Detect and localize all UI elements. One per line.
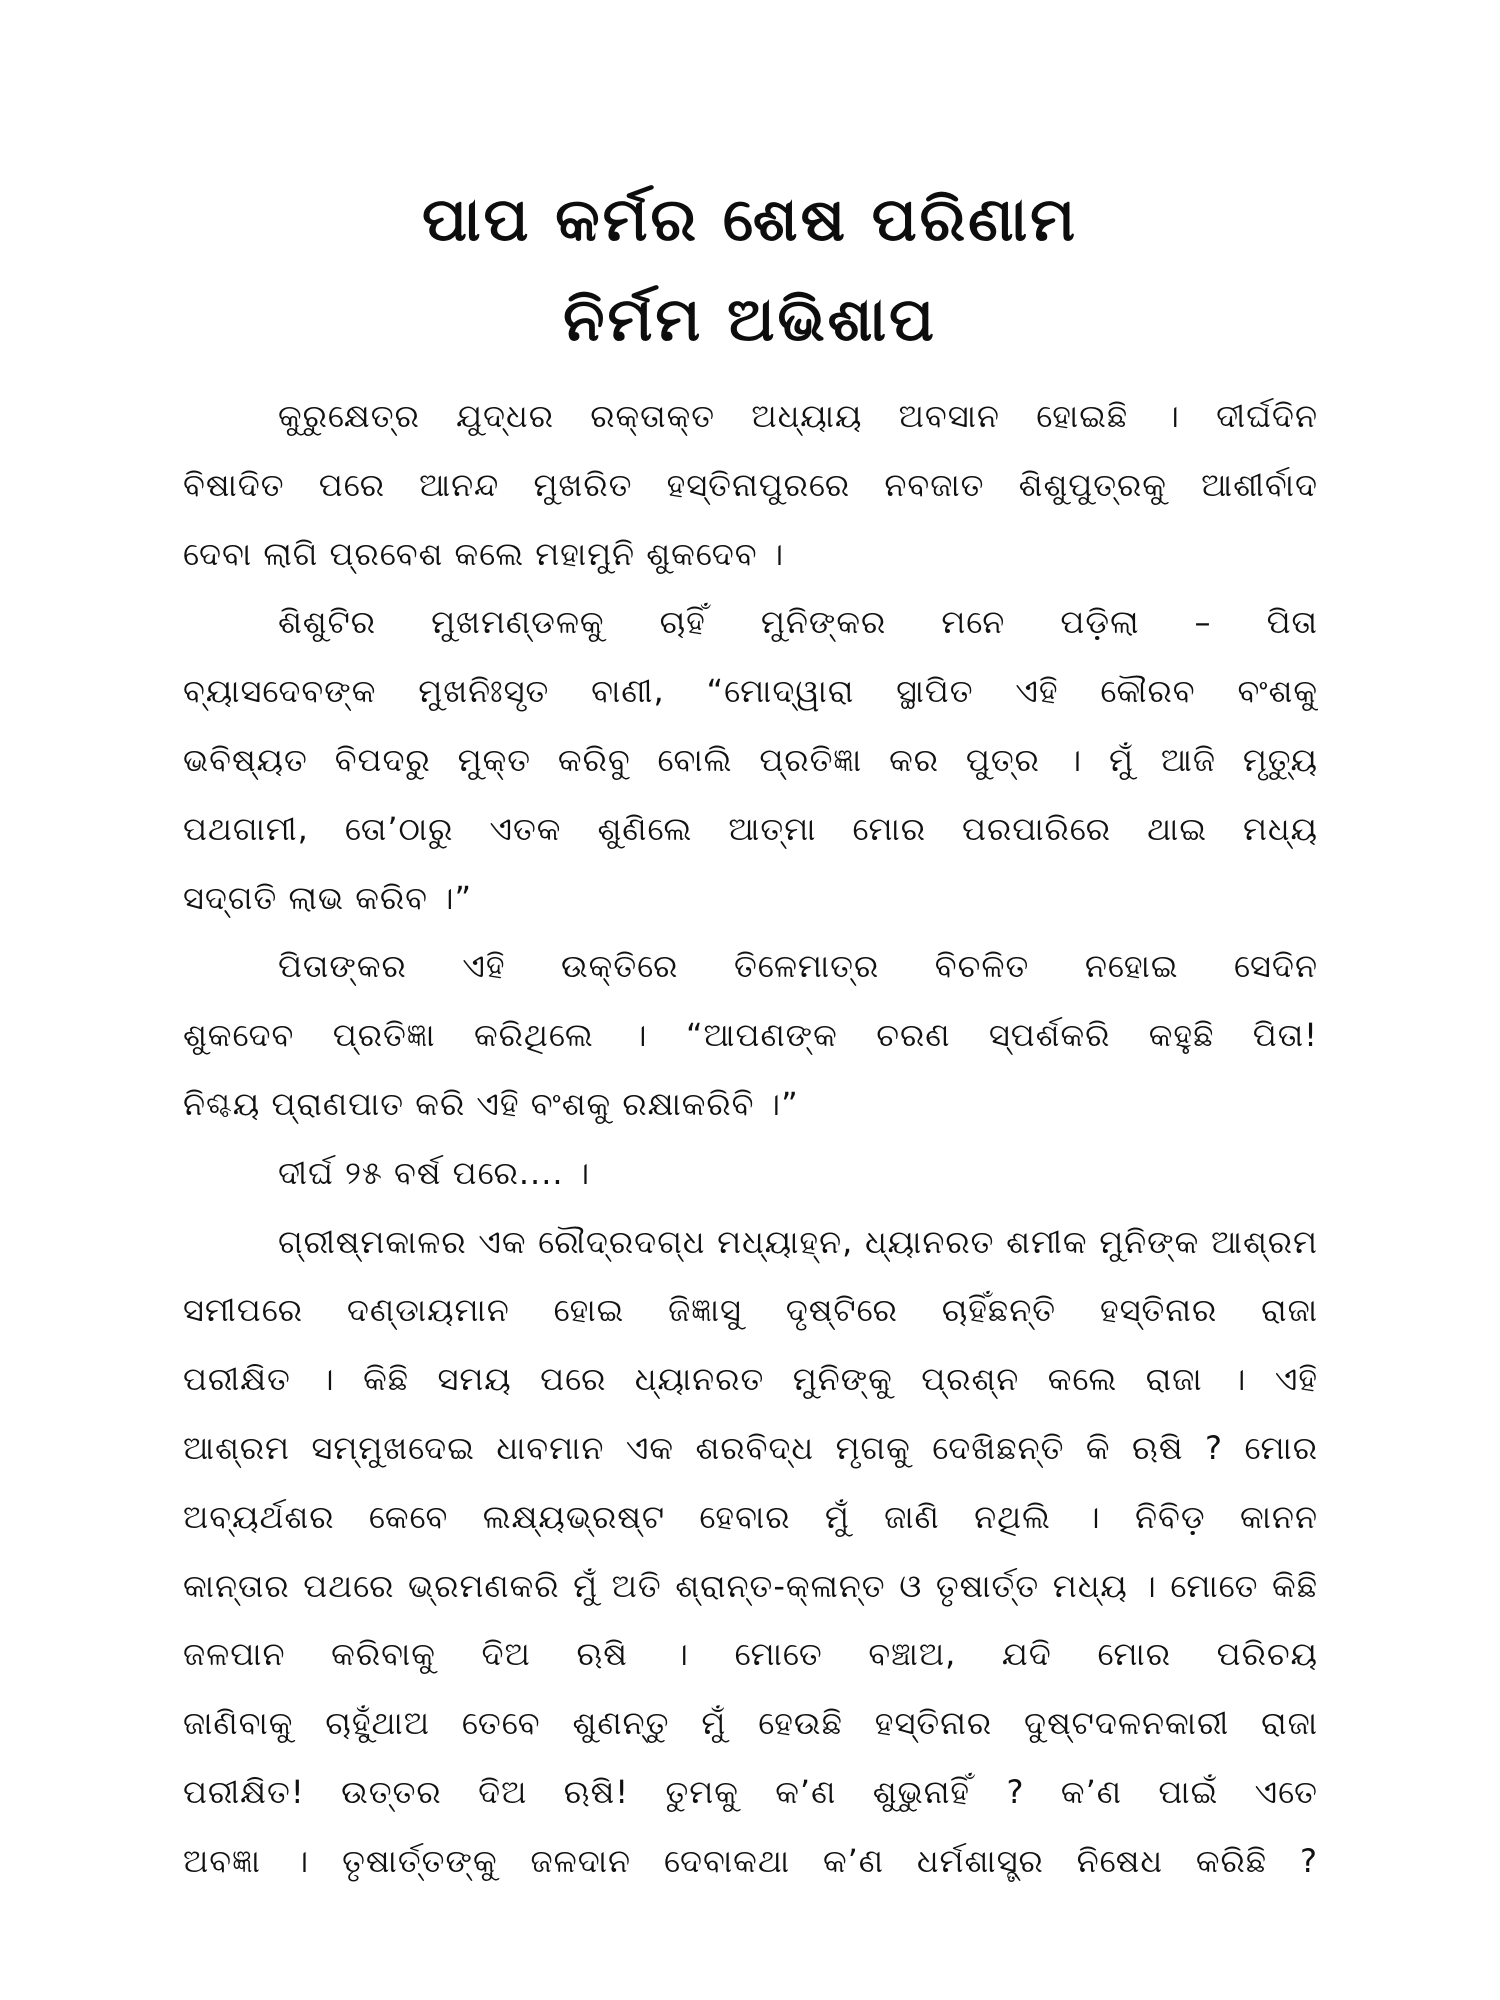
title-line-1: ପାପ କର୍ମର ଶେଷ ପରିଣାମ (421, 185, 1079, 255)
text-line: ଜଳପାନ କରିବାକୁ ଦିଅ ଋଷି । ମୋତେ ବଞ୍ଚାଅ, ଯଦି ମୋର ପରିଚୟ (183, 1635, 1318, 1674)
text-line: ପରୀକ୍ଷିତ । କିଛି ସମୟ ପରେ ଧ୍ୟାନରତ ମୁନିଙ୍କୁ ପ୍ରଶ୍ନ କଲେ ରାଜା । ଏହି (183, 1360, 1318, 1399)
text-line: ବ୍ୟାସଦେବଙ୍କ ମୁଖନିଃସୃତ ବାଣୀ, “ମୋଦ୍ୱାରା ସ୍ଥାପିତ ଏହି କୌରବ ବଂଶକୁ (183, 672, 1318, 711)
text-line: ପିତାଙ୍କର ଏହି ଉକ୍ତିରେ ତିଳେମାତ୍ର ବିଚଳିତ ନହୋଇ ସେଦିନ (278, 947, 1318, 986)
text-line: ଦେବା ଲାଗି ପ୍ରବେଶ କଲେ ମହାମୁନି ଶୁକଦେବ । (183, 534, 785, 573)
text-line: ପରୀକ୍ଷିତ! ଉତ୍ତର ଦିଅ ଋଷି! ତୁମକୁ କ’ଣ ଶୁଭୁନାହିଁ ? କ’ଣ ପାଇଁ ଏତେ (183, 1772, 1318, 1811)
text-line: ସମୀପରେ ଦଣ୍ଡାୟମାନ ହୋଇ ଜିଜ୍ଞାସୁ ଦୃଷ୍ଟିରେ ଚାହିଁଛନ୍ତି ହସ୍ତିନାର ରାଜା (183, 1291, 1318, 1330)
text-line: ପଥଗାମୀ, ତୋ’ଠାରୁ ଏତକ ଶୁଣିଲେ ଆତ୍ମା ମୋର ପରପାରିରେ ଥାଇ ମଧ୍ୟ (183, 809, 1318, 848)
text-line: କୁରୁକ୍ଷେତ୍ର ଯୁଦ୍ଧର ରକ୍ତାକ୍ତ ଅଧ୍ୟାୟ ଅବସାନ ହୋଇଛି । ଦୀର୍ଘଦିନ (278, 397, 1318, 435)
text-line: ଭବିଷ୍ୟତ ବିପଦରୁ ମୁକ୍ତ କରିବୁ ବୋଲି ପ୍ରତିଜ୍ଞା କର ପୁତ୍ର । ମୁଁ ଆଜି ମୃତ୍ୟୁ (183, 740, 1318, 779)
chapter-title (0, 170, 1500, 370)
text-line: ଶିଶୁଟିର ମୁଖମଣ୍ଡଳକୁ ଚାହିଁ ମୁନିଙ୍କର ମନେ ପଡ଼ିଲା – ପିତା (278, 603, 1318, 642)
text-line: ନିଶ୍ଚୟ ପ୍ରାଣପାତ କରି ଏହି ବଂଶକୁ ରକ୍ଷାକରିବି ।” (183, 1084, 799, 1123)
text-line: କାନ୍ତାର ପଥରେ ଭ୍ରମଣକରି ମୁଁ ଅତି ଶ୍ରାନ୍ତ-କ୍ଳାନ୍ତ ଓ ତୃଷାର୍ତ୍ତ ମଧ୍ୟ । ମୋତେ କିଛି (183, 1566, 1318, 1605)
text-line: ଅବ୍ୟର୍ଥଶର କେବେ ଲକ୍ଷ୍ୟଭ୍ରଷ୍ଟ ହେବାର ମୁଁ ଜାଣି ନଥିଲି । ନିବିଡ଼ କାନନ (183, 1497, 1318, 1536)
text-line: ଆଶ୍ରମ ସମ୍ମୁଖଦେଇ ଧାବମାନ ଏକ ଶରବିଦ୍ଧ ମୃଗକୁ ଦେଖିଛନ୍ତି କି ଋଷି ? ମୋର (183, 1428, 1318, 1467)
text-line: ଗ୍ରୀଷ୍ମକାଳର ଏକ ରୌଦ୍ରଦଗ୍ଧ ମଧ୍ୟାହ୍ନ, ଧ୍ୟାନରତ ଶମୀକ ମୁନିଙ୍କ ଆଶ୍ରମ (278, 1222, 1318, 1261)
text-line: ଦୀର୍ଘ ୨୫ ବର୍ଷ ପରେ.... । (278, 1153, 591, 1192)
text-line: ଅବଜ୍ଞା । ତୃଷାର୍ତ୍ତଙ୍କୁ ଜଳଦାନ ଦେବାକଥା କ’ଣ ଧର୍ମଶାସ୍ତ୍ର ନିଷେଧ କରିଛି ? (183, 1841, 1318, 1880)
text-line: ଶୁକଦେବ ପ୍ରତିଜ୍ଞା କରିଥିଲେ । “ଆପଣଙ୍କ ଚରଣ ସ୍ପର୍ଶକରି କହୁଛି ପିତା! (183, 1016, 1318, 1055)
text-line: ସଦ୍‌ଗତି ଲାଭ କରିବ ।” (183, 878, 473, 917)
title-line-2: ନିର୍ମମ ଅଭିଶାପ (563, 285, 937, 355)
text-line: ଜାଣିବାକୁ ଚାହୁଁଥାଅ ତେବେ ଶୁଣନ୍ତୁ ମୁଁ ହେଉଛି ହସ୍ତିନାର ଦୁଷ୍ଟଦଳନକାରୀ ରାଜା (183, 1704, 1318, 1743)
text-line: ବିଷାଦିତ ପରେ ଆନନ୍ଦ ମୁଖରିତ ହସ୍ତିନାପୁରରେ ନବଜାତ ଶିଶୁପୁତ୍ରକୁ ଆଶୀର୍ବାଦ (183, 465, 1318, 504)
body-text (183, 382, 1318, 1896)
